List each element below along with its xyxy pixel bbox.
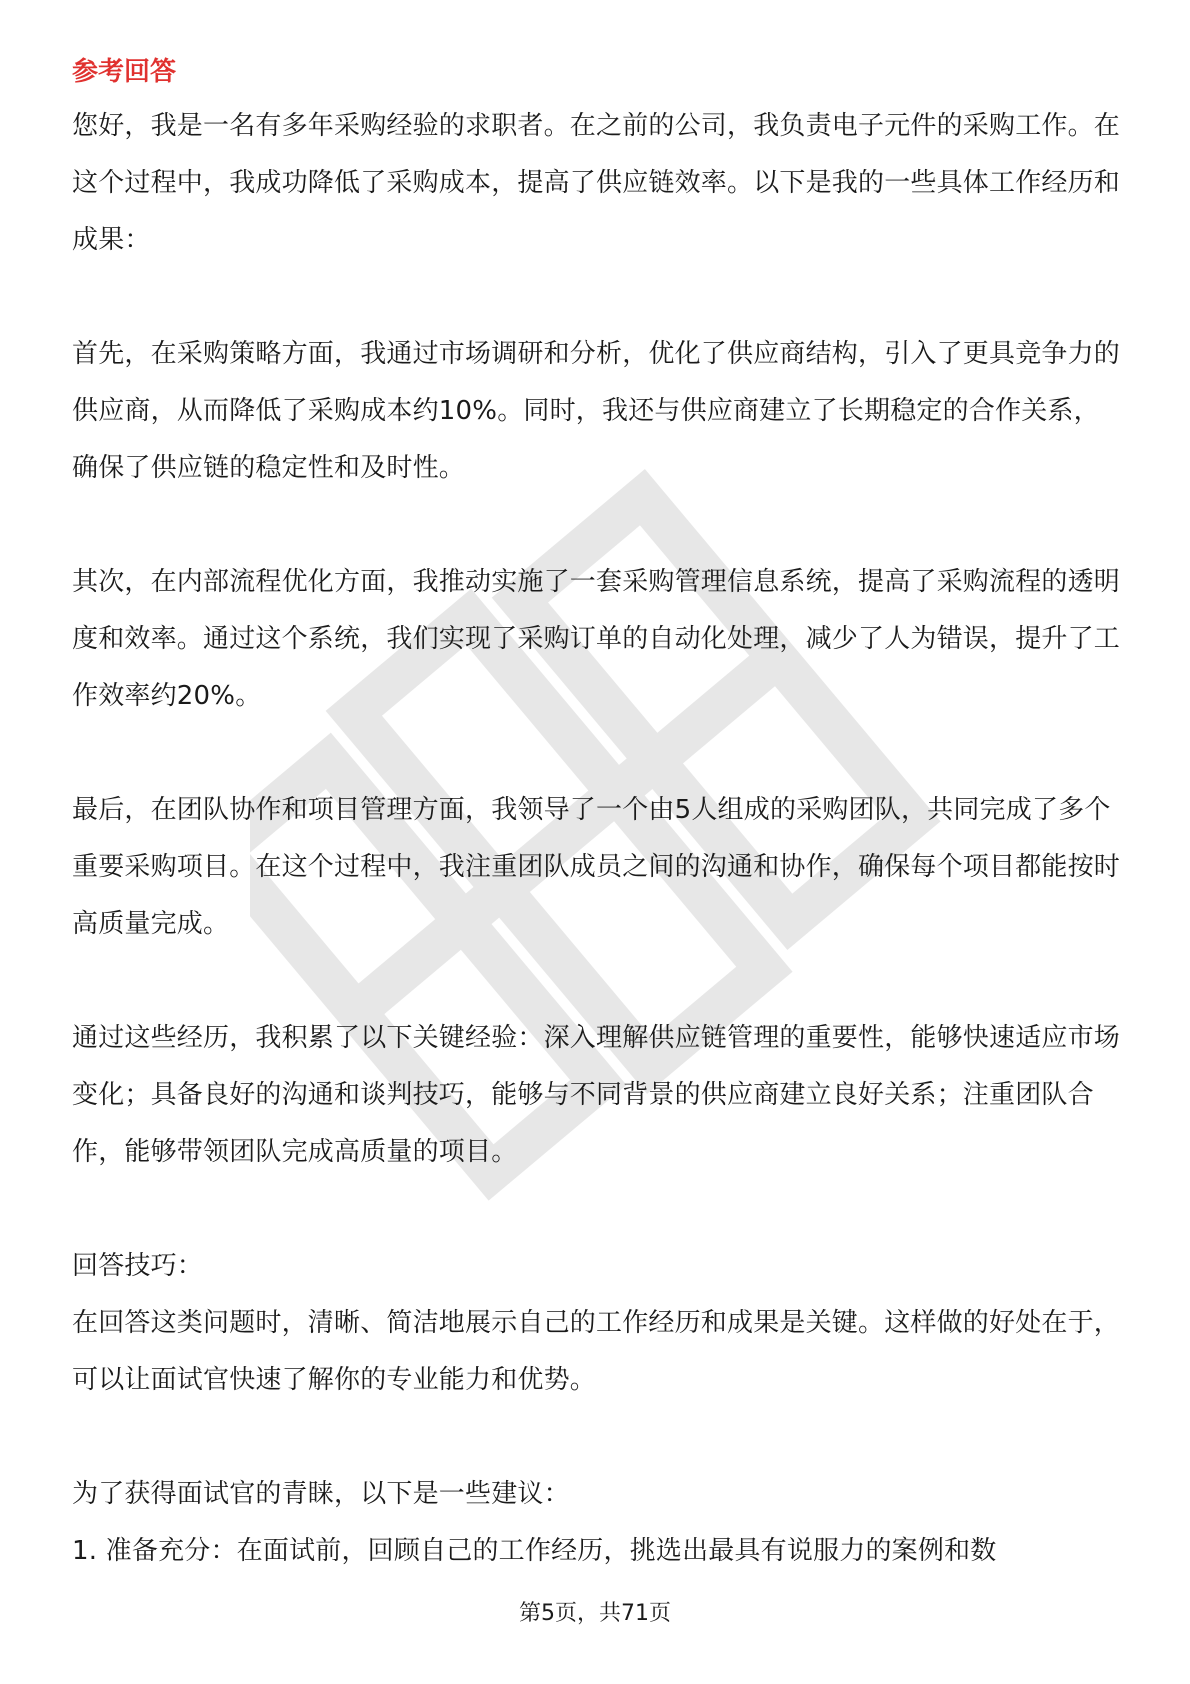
answer-paragraph-strategy: 首先，在采购策略方面，我通过市场调研和分析，优化了供应商结构，引入了更具竞争力的供应商，从而降低了采购成本约10%。同时，我还与供应商建立了长期稳定的合作关系，确保了供应链的稳定性和及时性。 [72, 339, 1121, 483]
main-content [72, 52, 1122, 1580]
page-number: 第5页，共71页 [519, 1601, 671, 1626]
suggestion-item-1: 1. 准备充分：在面试前，回顾自己的工作经历，挑选出最具有说服力的案例和数 [72, 1536, 997, 1566]
answer-paragraph-team: 最后，在团队协作和项目管理方面，我领导了一个由5人组成的采购团队，共同完成了多个重要采购项目。在这个过程中，我注重团队成员之间的沟通和协作，确保每个项目都能按时高质量完成。 [72, 795, 1121, 939]
answer-paragraph-intro: 您好，我是一名有多年采购经验的求职者。在之前的公司，我负责电子元件的采购工作。在这个过程中，我成功降低了采购成本，提高了供应链效率。以下是我的一些具体工作经历和成果： [72, 111, 1121, 255]
answer-paragraph-process: 其次，在内部流程优化方面，我推动实施了一套采购管理信息系统，提高了采购流程的透明度和效率。通过这个系统，我们实现了采购订单的自动化处理，减少了人为错误，提升了工作效率约20%。 [72, 567, 1121, 711]
answer-paragraph-summary: 通过这些经历，我积累了以下关键经验：深入理解供应链管理的重要性，能够快速适应市场变化；具备良好的沟通和谈判技巧，能够与不同背景的供应商建立良好关系；注重团队合作，能够带领团队完成高质量的项目。 [72, 1023, 1121, 1167]
section-heading: 参考回答 [72, 57, 177, 87]
suggestions-intro: 为了获得面试官的青睐，以下是一些建议： [72, 1479, 570, 1509]
tips-body: 在回答这类问题时，清晰、简洁地展示自己的工作经历和成果是关键。这样做的好处在于，可以让面试官快速了解你的专业能力和优势。 [72, 1308, 1121, 1395]
tips-label: 回答技巧： [72, 1251, 204, 1281]
